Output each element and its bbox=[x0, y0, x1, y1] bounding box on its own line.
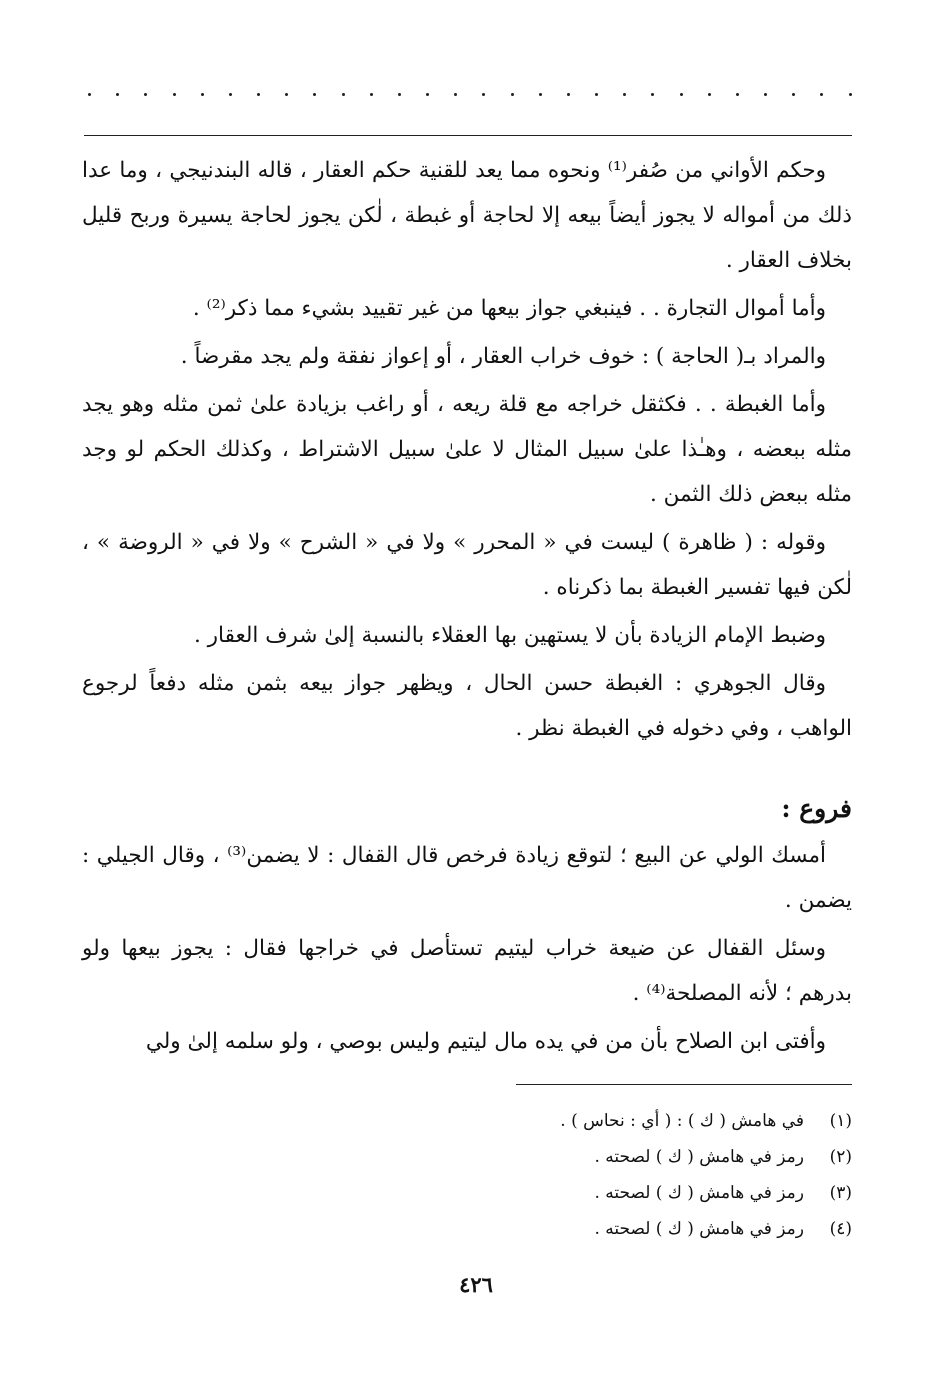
section-title: فروع : bbox=[781, 794, 852, 823]
dot bbox=[511, 93, 514, 96]
dot bbox=[201, 93, 204, 96]
dot bbox=[116, 93, 119, 96]
main-text bbox=[82, 148, 852, 1067]
dot bbox=[342, 93, 345, 96]
dot bbox=[285, 93, 288, 96]
branch-paragraph-3: وأفتى ابن الصلاح بأن من في يده مال ليتيم وليس بوصي ، ولو سلمه إلىٰ ولي bbox=[145, 1029, 826, 1054]
dot bbox=[370, 93, 373, 96]
dot bbox=[313, 93, 316, 96]
dot bbox=[792, 93, 795, 96]
dot bbox=[849, 93, 852, 96]
dot bbox=[88, 93, 91, 96]
dot bbox=[736, 93, 739, 96]
paragraph-3: والمراد بـ( الحاجة ) : خوف خراب العقار ، أو إعواز نفقة ولم يجد مقرضاً . bbox=[180, 344, 826, 369]
dot bbox=[398, 93, 401, 96]
branch-paragraph-1: أمسك الولي عن البيع ؛ لتوقع زيادة فرخص قال القفال : لا يضمن⁽³⁾ ، وقال الجيلي : يضمن . bbox=[82, 843, 852, 913]
dot bbox=[173, 93, 176, 96]
header-dot-leader bbox=[88, 84, 852, 104]
page-number: ٤٢٦ bbox=[459, 1272, 493, 1297]
header-rule bbox=[84, 135, 852, 136]
paragraph-6: وضبط الإمام الزيادة بأن لا يستهين بها العقلاء بالنسبة إلىٰ شرف العقار . bbox=[194, 623, 826, 648]
dot bbox=[257, 93, 260, 96]
dot bbox=[144, 93, 147, 96]
dot bbox=[482, 93, 485, 96]
footnote-number: (٢) bbox=[829, 1147, 852, 1167]
dot bbox=[539, 93, 542, 96]
footnote-number: (٣) bbox=[829, 1183, 852, 1203]
footnotes bbox=[112, 1103, 852, 1247]
dot bbox=[651, 93, 654, 96]
paragraph-1: وحكم الأواني من صُفر⁽¹⁾ ونحوه مما يعد للقنية حكم العقار ، قاله البندنيجي ، وما عدا ذلك من أمواله لا يجوز أيضاً بيعه إلا لحاجة أو غبطة ، لٰكن يجوز لحاجة يسيرة وربح قليل بخلاف العقار . bbox=[82, 158, 852, 273]
paragraph-4: وأما الغبطة . . فكثقل خراجه مع قلة ريعه ، أو راغب بزيادة علىٰ ثمن مثله وهو يجد مثله ببعضه ، وهـٰذا علىٰ سبيل المثال لا علىٰ سبيل الاشتراط ، وكذلك الحكم لو وجد مثله ببعض ذلك الثمن . bbox=[82, 392, 852, 507]
dot bbox=[764, 93, 767, 96]
footnote-number: (١) bbox=[829, 1111, 852, 1131]
footnote-3 bbox=[112, 1175, 852, 1211]
dot bbox=[595, 93, 598, 96]
footnote-2 bbox=[112, 1139, 852, 1175]
footnote-1 bbox=[112, 1103, 852, 1139]
footnote-4 bbox=[112, 1211, 852, 1247]
dot bbox=[680, 93, 683, 96]
footnote-number: (٤) bbox=[829, 1219, 852, 1239]
dot bbox=[623, 93, 626, 96]
dot bbox=[820, 93, 823, 96]
branch-paragraph-2: وسئل القفال عن ضيعة خراب ليتيم تستأصل في خراجها فقال : يجوز بيعها ولو بدرهم ؛ لأنه المصلحة⁽⁴⁾ . bbox=[82, 936, 852, 1006]
paragraph-7: وقال الجوهري : الغبطة حسن الحال ، ويظهر جواز بيعه بثمن مثله دفعاً لرجوع الواهب ، وفي دخوله في الغبطة نظر . bbox=[82, 671, 852, 741]
paragraph-5: وقوله : ( ظاهرة ) ليست في « المحرر » ولا في « الشرح » ولا في « الروضة » ، لٰكن فيها تفسير الغبطة بما ذكرناه . bbox=[82, 530, 852, 600]
dot bbox=[454, 93, 457, 96]
paragraph-2: وأما أموال التجارة . . فينبغي جواز بيعها من غير تقييد بشيء مما ذكر⁽²⁾ . bbox=[192, 296, 826, 321]
dot bbox=[426, 93, 429, 96]
footnote-text: رمز في هامش ( ك ) لصحته . bbox=[594, 1147, 804, 1167]
footnote-text: رمز في هامش ( ك ) لصحته . bbox=[594, 1183, 804, 1203]
footnote-text: رمز في هامش ( ك ) لصحته . bbox=[594, 1219, 804, 1239]
dot bbox=[708, 93, 711, 96]
dot bbox=[229, 93, 232, 96]
footnote-rule bbox=[516, 1084, 852, 1085]
dot bbox=[567, 93, 570, 96]
footnote-text: في هامش ( ك ) : ( أي : نحاس ) . bbox=[560, 1111, 804, 1131]
